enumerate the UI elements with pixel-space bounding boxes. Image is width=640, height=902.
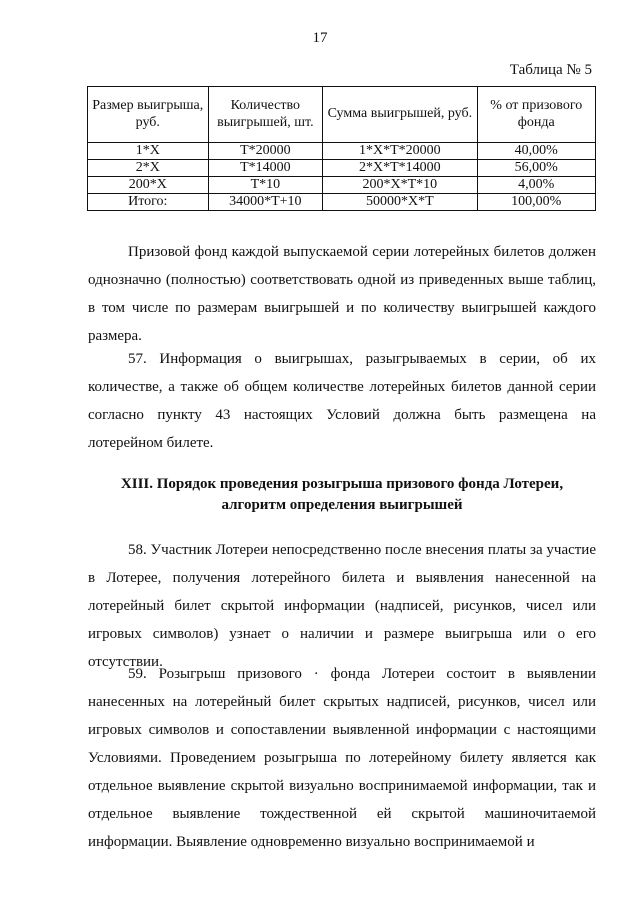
table-cell: 40,00% — [477, 143, 596, 160]
table-cell: 1*X — [88, 143, 209, 160]
table-cell: 2*X — [88, 160, 209, 177]
table-cell: 56,00% — [477, 160, 596, 177]
table-cell: Итого: — [88, 194, 209, 211]
header-prize-sum: Сумма выигрышей, руб. — [323, 87, 477, 143]
table-cell: 100,00% — [477, 194, 596, 211]
header-prize-count: Количество выигрышей, шт. — [208, 87, 323, 143]
header-fund-percent: % от призового фонда — [477, 87, 596, 143]
paragraph-57: 57. Информация о выигрышах, разыгрываемых в серии, об их количестве, а также об общем количестве лотерейных билетов данной серии согласно пункту 43 настоящих Условий должна быть размещена на лотерейном билете. — [88, 351, 596, 451]
table-cell: T*20000 — [208, 143, 323, 160]
table-caption: Таблица № 5 — [509, 62, 592, 78]
table-cell: 4,00% — [477, 177, 596, 194]
table-cell: 1*X*T*20000 — [323, 143, 477, 160]
section-heading-line: XIII. Порядок проведения розыгрыша призового фонда Лотереи, — [120, 476, 564, 492]
paragraph-59: 59. Розыгрыш призового · фонда Лотереи состоит в выявлении нанесенных на лотерейный билет скрытых надписей, рисунков, чисел или игровых символов и сопоставлении выявленной информации с настоящими Условиями. Проведением розыгрыша по лотерейному билету является как отдельное выявление скрытой визуально воспринимаемой информации, так и отдельное выявление тождественной ей скрытой машиночитаемой информации. Выявление одновременно визуально воспринимаемой и — [88, 666, 596, 850]
table-cell: 200*X*T*10 — [323, 177, 477, 194]
table-row — [88, 177, 596, 194]
table-cell: T*10 — [208, 177, 323, 194]
paragraph-58: 58. Участник Лотереи непосредственно после внесения платы за участие в Лотерее, получения лотерейного билета и выявления нанесенной на лотерейный билет скрытой информации (надписей, рисунков, чисел или игровых символов) узнает о наличии и размере выигрыша или о его отсутствии. — [88, 542, 596, 670]
table-header-row — [88, 87, 596, 143]
section-heading — [88, 474, 596, 516]
section-heading-line: алгоритм определения выигрышей — [221, 497, 463, 513]
table-cell: T*14000 — [208, 160, 323, 177]
header-prize-size: Размер выигрыша, руб. — [88, 87, 209, 143]
table-cell: 50000*X*T — [323, 194, 477, 211]
table-cell: 2*X*T*14000 — [323, 160, 477, 177]
page-number: 17 — [312, 30, 328, 46]
prize-table — [87, 86, 596, 211]
table-total-row — [88, 194, 596, 211]
paragraph-prize-fund: Призовой фонд каждой выпускаемой серии лотерейных билетов должен однозначно (полностью) соответствовать одной из приведенных выше таблиц, в том числе по размерам выигрышей и по количеству выигрышей каждого размера. — [88, 244, 596, 344]
table-row — [88, 143, 596, 160]
table-cell: 34000*T+10 — [208, 194, 323, 211]
table-cell: 200*X — [88, 177, 209, 194]
table-row — [88, 160, 596, 177]
